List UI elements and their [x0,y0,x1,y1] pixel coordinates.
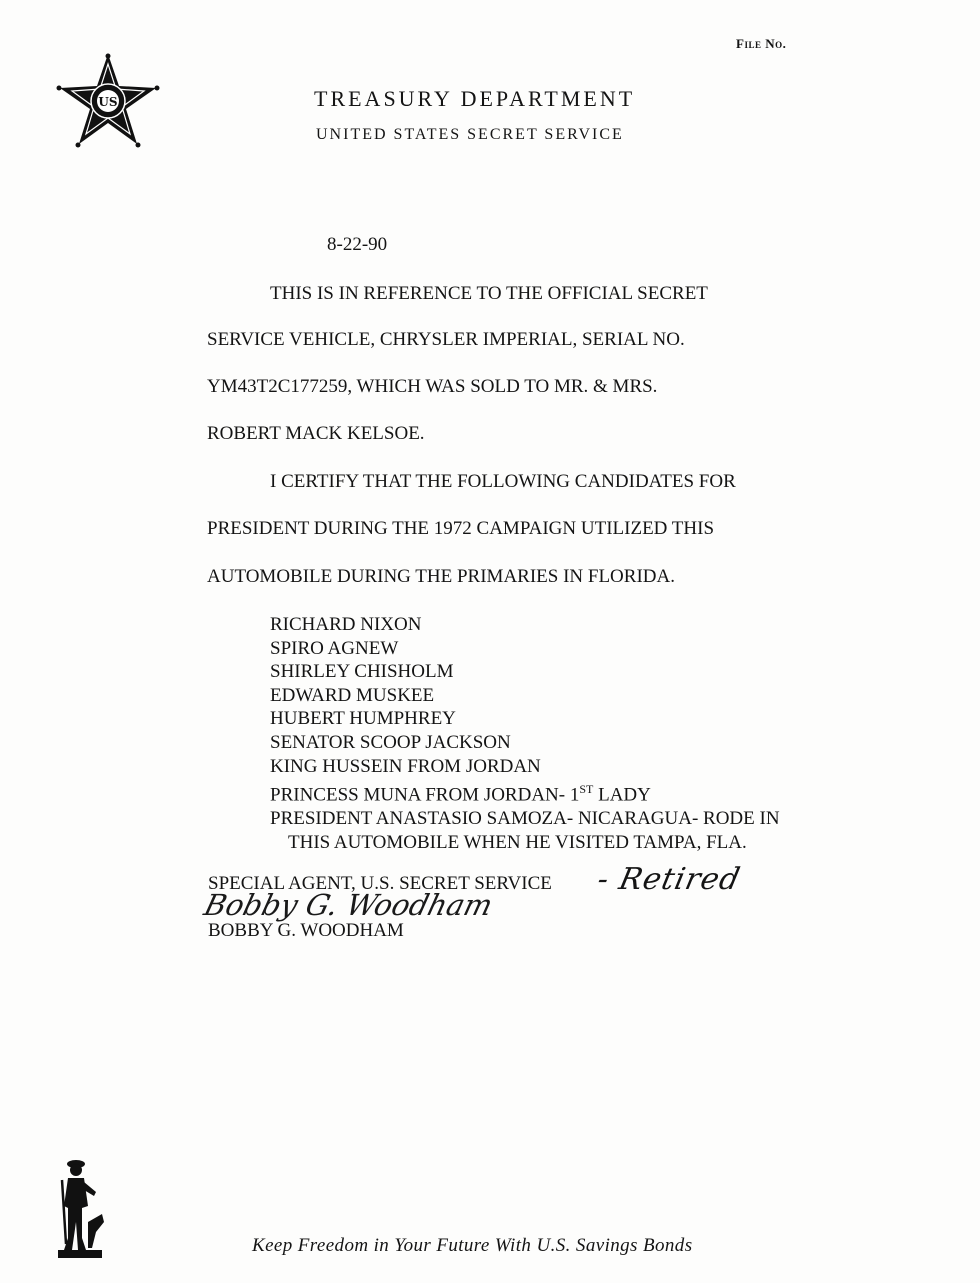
list-item-continuation: THIS AUTOMOBILE WHEN HE VISITED TAMPA, FLA. [288,831,747,853]
list-item: EDWARD MUSKEE [270,684,435,706]
secret-service-star-seal-icon [56,52,160,148]
handwritten-signature: Bobby G. Woodham [200,888,497,922]
paragraph2-line: AUTOMOBILE DURING THE PRIMARIES IN FLORIDA. [207,566,675,587]
svg-text:US: US [98,95,118,109]
list-item: SHIRLEY CHISHOLM [270,661,454,683]
department-title: TREASURY DEPARTMENT [314,86,636,111]
list-item: HUBERT HUMPHREY [270,708,456,730]
retired-handwriting: - Retired [594,862,744,897]
savings-bonds-slogan: Keep Freedom in Your Future With U.S. Savings Bonds [252,1235,693,1256]
paragraph1-line: SERVICE VEHICLE, CHRYSLER IMPERIAL, SERIAL NO. [207,329,685,350]
paragraph1-line: THIS IS IN REFERENCE TO THE OFFICIAL SECRET [270,283,708,304]
letter-date: 8-22-90 [327,234,388,255]
list-item: KING HUSSEIN FROM JORDAN [270,755,541,777]
signer-title: SPECIAL AGENT, U.S. SECRET SERVICE [208,873,552,894]
department-subtitle: UNITED STATES SECRET SERVICE [316,126,624,143]
paragraph1-line: YM43T2C177259, WHICH WAS SOLD TO MR. & MRS. [207,376,658,397]
paragraph2-line: PRESIDENT DURING THE 1972 CAMPAIGN UTILIZED THIS [207,518,715,539]
list-item: SPIRO AGNEW [270,637,399,659]
paragraph2-line: I CERTIFY THAT THE FOLLOWING CANDIDATES FOR [270,471,736,492]
file-number-label: File No. [736,36,787,51]
list-item: RICHARD NIXON [270,614,422,635]
minuteman-statue-icon [52,1152,108,1262]
ordinal-superscript: ST [579,782,594,797]
signer-name: BOBBY G. WOODHAM [208,920,404,941]
princess-text-end: LADY [593,784,651,806]
princess-text: PRINCESS MUNA FROM JORDAN- 1 [270,784,580,806]
list-item: SENATOR SCOOP JACKSON [270,731,511,753]
paragraph1-line: ROBERT MACK KELSOE. [207,423,425,444]
list-item: PRESIDENT ANASTASIO SAMOZA- NICARAGUA- RODE IN [270,808,780,830]
candidate-list [270,613,780,854]
list-item [270,778,780,807]
